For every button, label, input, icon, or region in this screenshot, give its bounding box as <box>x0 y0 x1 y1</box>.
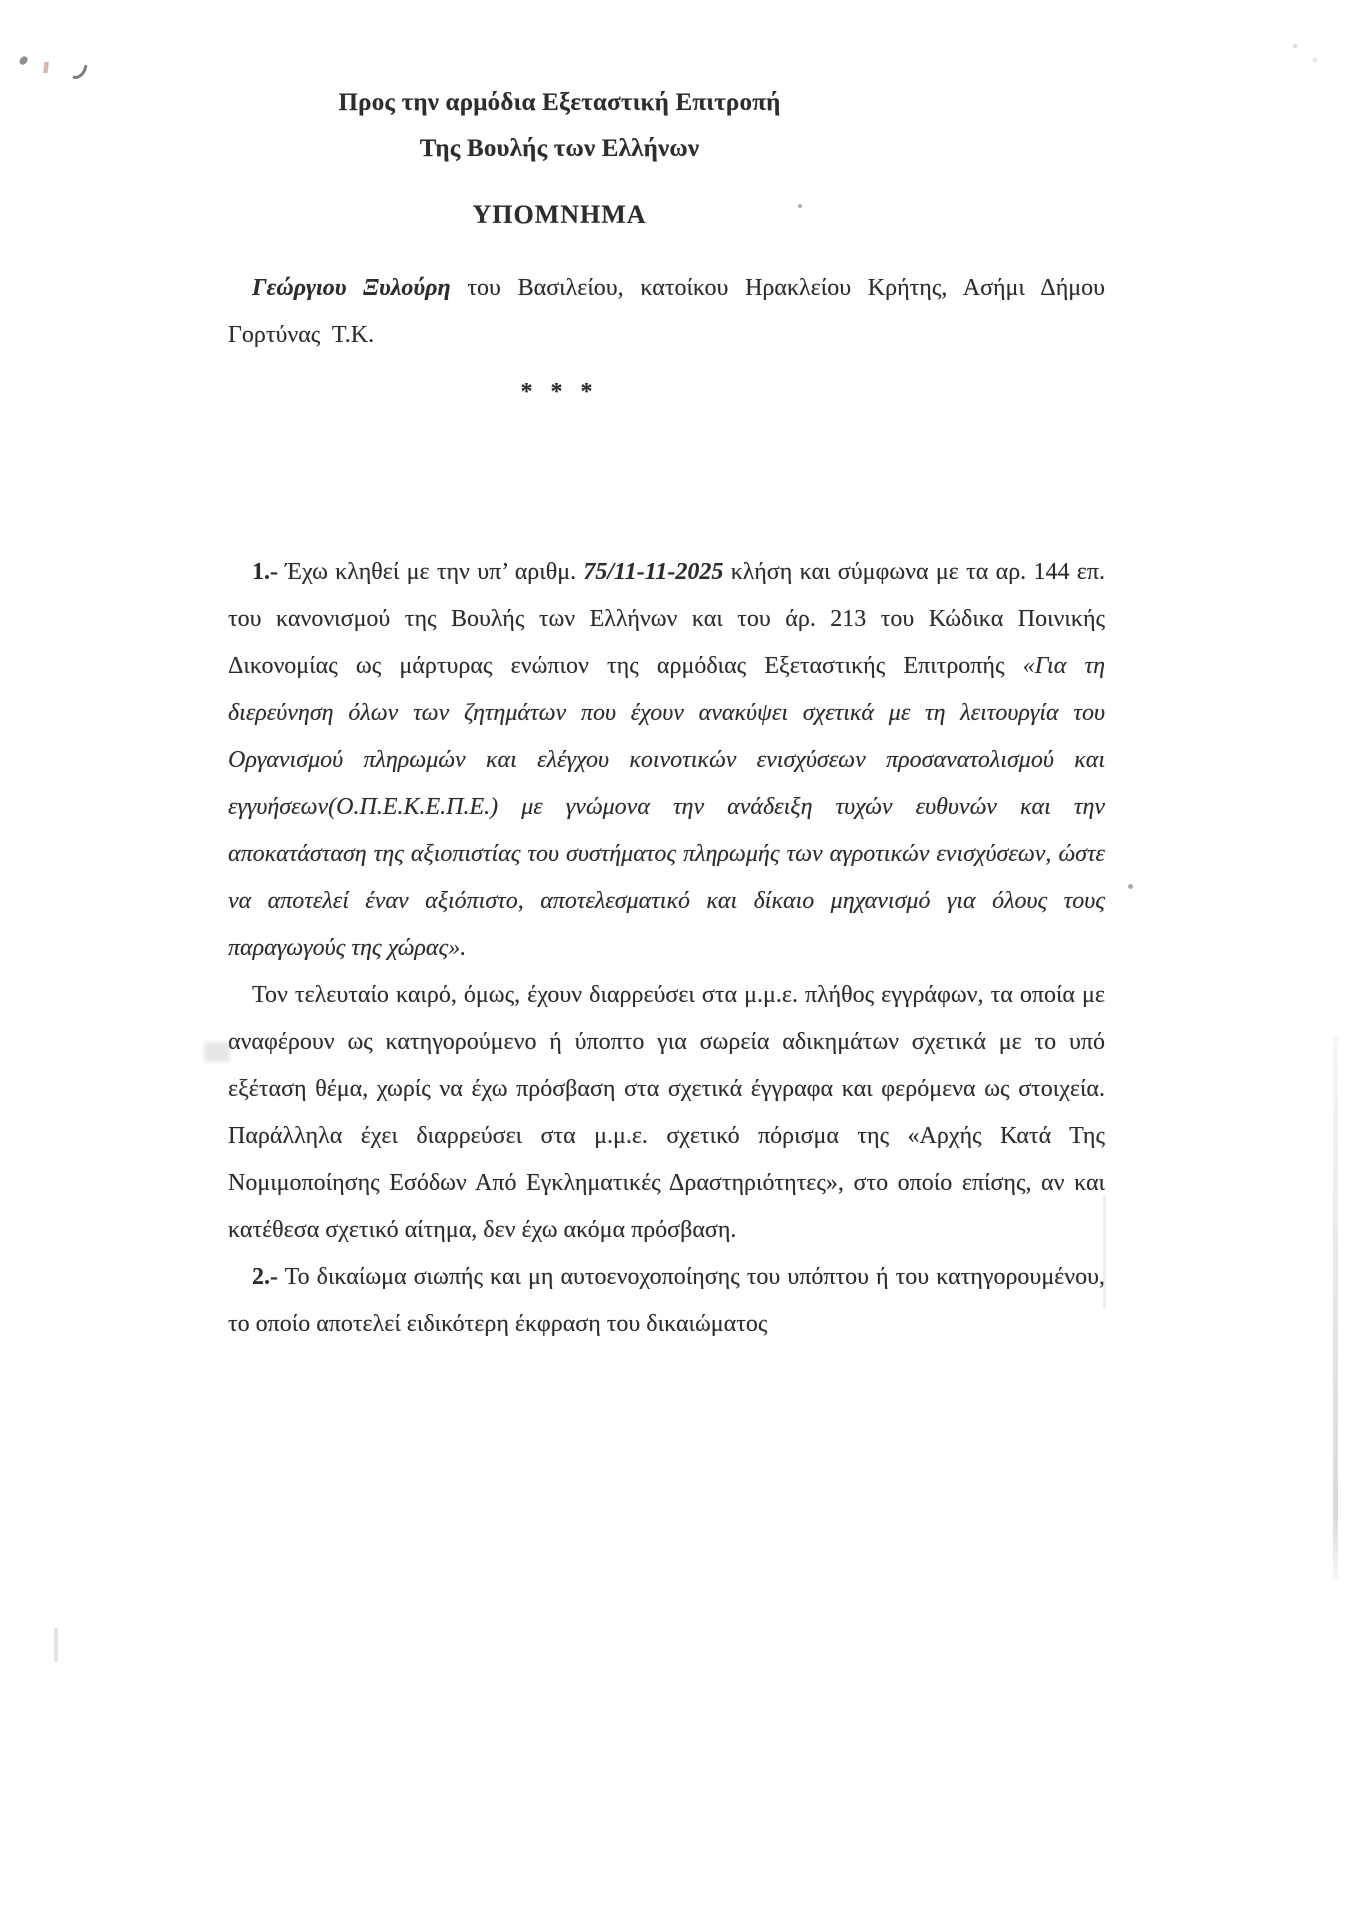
author-name: Γεώργιου Ξυλούρη <box>252 275 451 301</box>
scan-speck-dark-1 <box>18 55 28 66</box>
document-content <box>228 80 1105 1348</box>
author-paragraph <box>228 265 1105 359</box>
scan-speck-red <box>31 61 62 74</box>
author-details: του Βασιλείου, κατοίκου Ηρακλείου Κρήτης, Ασήμι Δήμου Γορτύνας Τ.Κ. <box>228 275 1105 348</box>
scan-corner-noise <box>1280 34 1330 74</box>
memo-recipient-header <box>228 80 1105 172</box>
document-title: ΥΠΟΜΝΗΜΑ <box>472 200 647 229</box>
scan-edge-line-left <box>54 1628 58 1662</box>
paragraph-1-intro: Έχω κληθεί με την υπ’ αριθμ. <box>278 559 584 585</box>
paragraph-3 <box>228 1254 1105 1348</box>
paragraph-1-body: κλήση και σύμφωνα με τα αρ. 144 επ. του κανονισμού της Βουλής των Ελλήνων και του άρ. 213 του Κώδικα Ποινικής Δικονομίας ως μάρτυρας ενώπιον της αρμόδιας Εξεταστικής Επιτροπής <box>228 559 1105 679</box>
summons-reference: 75/11-11-2025 <box>583 559 724 585</box>
scan-dot-2 <box>1128 884 1133 889</box>
scan-speck-dark-2 <box>72 63 87 81</box>
paragraph-1 <box>228 549 1105 972</box>
recipient-line-2: Της Βουλής των Ελλήνων <box>419 135 700 162</box>
paragraph-3-body: Το δικαίωμα σιωπής και μη αυτοενοχοποίησης του υπόπτου ή του κατηγορουμένου, το οποίο αποτελεί ειδικότερη έκφραση του δικαιώματος <box>228 1264 1105 1337</box>
scan-edge-line-right <box>1333 1035 1338 1580</box>
paragraph-1-number: 1.- <box>252 559 278 585</box>
scan-smudge-left-margin <box>204 1042 230 1062</box>
recipient-line-1: Προς την αρμόδια Εξεταστική Επιτροπή <box>338 89 781 116</box>
paragraph-3-number: 2.- <box>252 1264 278 1290</box>
asterisk-separator: * * * <box>520 379 599 405</box>
committee-mandate-quote: «Για τη διερεύνηση όλων των ζητημάτων που έχουν ανακύψει σχετικά με τη λειτουργία του Οργανισμού πληρωμών και ελέγχου κοινοτικών ενισχύσεων προσανατολισμού και εγγυήσεων(Ο.Π.Ε.Κ.Ε.Π.Ε.) με γνώμονα την ανάδειξη τυχών ευθυνών και την αποκατάσταση της αξιοπιστίας του συστήματος πληρωμής των αγροτικών ενισχύσεων, ώστε να αποτελεί έναν αξιόπιστο, αποτελεσματικό και δίκαιο μηχανισμό για όλους τους παραγωγούς της χώρας». <box>228 653 1106 961</box>
paragraph-2: Τον τελευταίο καιρό, όμως, έχουν διαρρεύσει στα μ.μ.ε. πλήθος εγγράφων, τα οποία με αναφέρουν ως κατηγορούμενο ή ύποπτο για σωρεία αδικημάτων σχετικά με το υπό εξέταση θέμα, χωρίς να έχω πρόσβαση στα σχετικά έγγραφα και φερόμενα ως στοιχεία. Παράλληλα έχει διαρρεύσει στα μ.μ.ε. σχετικό πόρισμα της «Αρχής Κατά Της Νομιμοποίησης Εσόδων Από Εγκληματικές Δραστηριότητες», στο οποίο επίσης, αν και κατέθεσα σχετικό αίτημα, δεν έχω ακόμα πρόσβαση. <box>228 982 1105 1243</box>
